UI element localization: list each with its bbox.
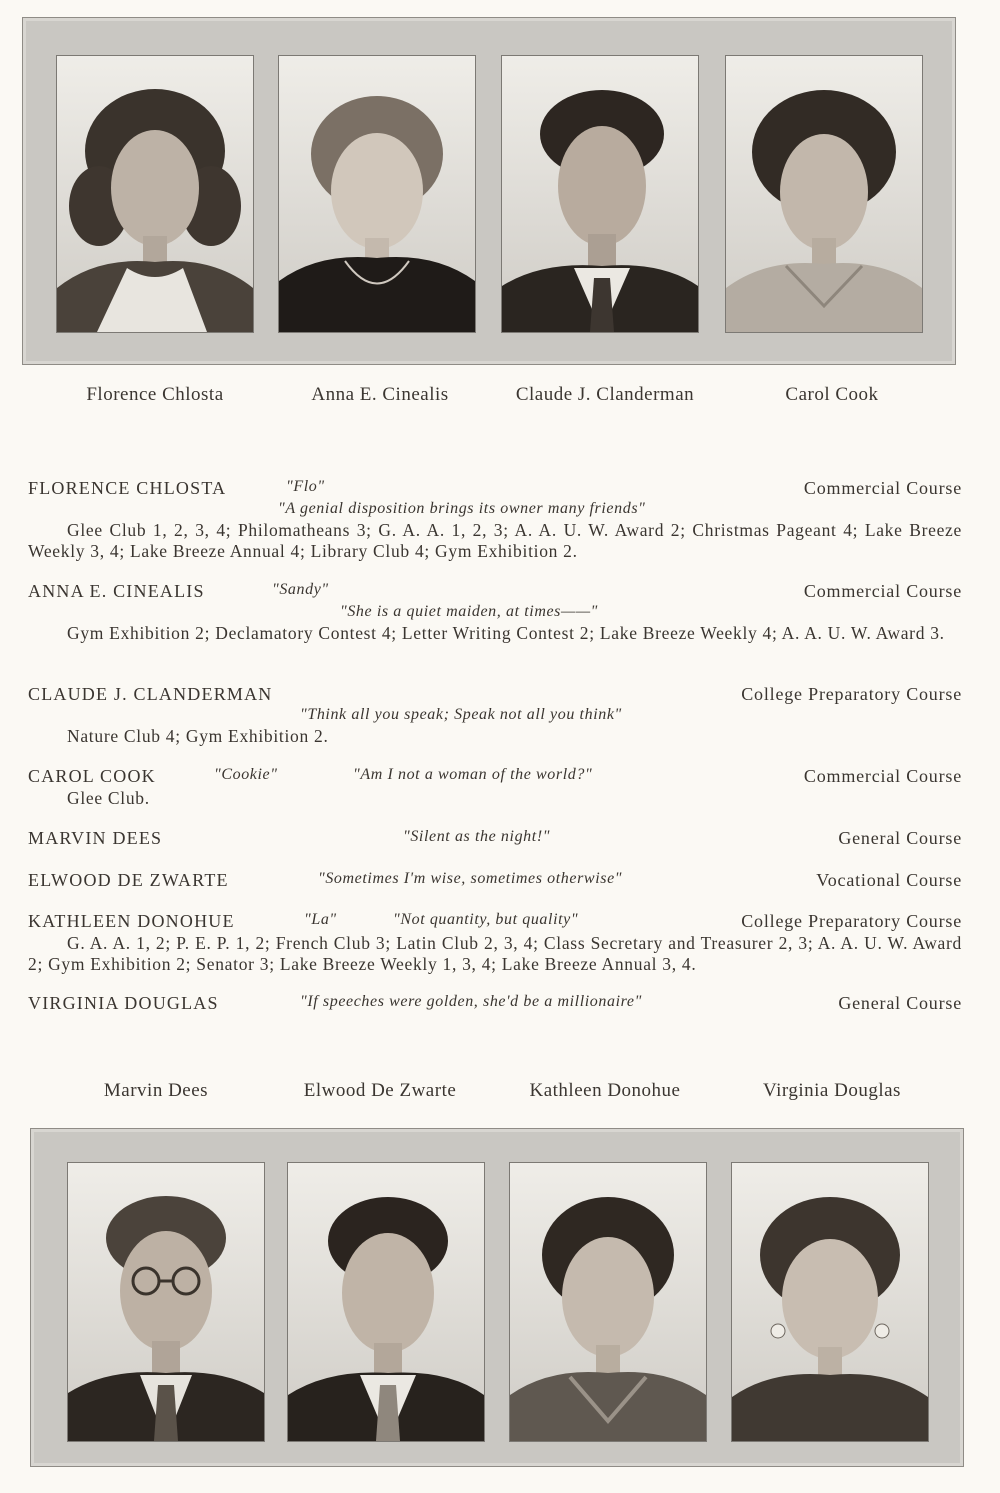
student-quote: "If speeches were golden, she'd be a millionaire" — [300, 993, 642, 1010]
student-course: College Preparatory Course — [741, 911, 962, 931]
entry-florence-chlosta — [28, 478, 962, 562]
entry-virginia-douglas — [28, 993, 962, 1015]
caption-elwood-de-zwarte: Elwood De Zwarte — [303, 1080, 457, 1101]
entry-kathleen-donohue — [28, 911, 962, 975]
student-quote: "Am I not a woman of the world?" — [353, 766, 593, 783]
portrait-carol-cook — [725, 55, 923, 333]
portrait-anna-cinealis — [278, 55, 476, 333]
caption-marvin-dees: Marvin Dees — [103, 1080, 209, 1101]
portrait-elwood-de-zwarte — [287, 1162, 485, 1442]
student-name: KATHLEEN DONOHUE — [28, 911, 235, 931]
caption-carol-cook: Carol Cook — [785, 384, 879, 405]
student-course: Commercial Course — [803, 581, 962, 601]
student-course: Commercial Course — [803, 478, 962, 498]
portrait-virginia-douglas — [731, 1162, 929, 1442]
student-course: Vocational Course — [816, 870, 962, 890]
entry-claude-clanderman — [28, 684, 962, 747]
portrait-marvin-dees — [67, 1162, 265, 1442]
caption-kathleen-donohue: Kathleen Donohue — [529, 1080, 681, 1101]
student-quote: "Think all you speak; Speak not all you think" — [300, 706, 622, 723]
student-name: VIRGINIA DOUGLAS — [28, 993, 219, 1013]
portrait-kathleen-donohue — [509, 1162, 707, 1442]
student-quote: "A genial disposition brings its owner many friends" — [278, 500, 646, 517]
caption-virginia-douglas: Virginia Douglas — [763, 1080, 901, 1101]
entry-anna-cinealis — [28, 581, 962, 644]
entry-marvin-dees — [28, 828, 962, 850]
student-quote: "She is a quiet maiden, at times——" — [340, 603, 598, 620]
caption-florence-chlosta: Florence Chlosta — [86, 384, 224, 405]
student-name: MARVIN DEES — [28, 828, 163, 848]
student-name: CAROL COOK — [28, 766, 156, 786]
entry-carol-cook — [28, 766, 962, 809]
student-name: CLAUDE J. CLANDERMAN — [28, 684, 273, 704]
student-activities: Nature Club 4; Gym Exhibition 2. — [67, 726, 329, 746]
student-quote: "Not quantity, but quality" — [393, 911, 579, 928]
student-name: ANNA E. CINEALIS — [28, 581, 205, 601]
entry-elwood-de-zwarte — [28, 870, 962, 892]
student-activities: G. A. A. 1, 2; P. E. P. 1, 2; French Club 3; Latin Club 2, 3, 4; Class Secretary and Treasurer 2, 3; A. A. U. W. Award 2; Gym Exhibition 2; Senator 3; Lake Breeze Weekly 1, 3, 4; Lake Breeze Annual 3, 4. — [28, 933, 962, 974]
student-name: FLORENCE CHLOSTA — [28, 478, 227, 498]
student-quote: "Silent as the night!" — [403, 828, 551, 845]
top-photo-panel — [22, 17, 956, 365]
student-course: Commercial Course — [803, 766, 962, 786]
bottom-photo-panel — [30, 1128, 964, 1467]
caption-anna-cinealis: Anna E. Cinealis — [311, 384, 449, 405]
student-quote: "Sometimes I'm wise, sometimes otherwise" — [318, 870, 623, 887]
student-name: ELWOOD DE ZWARTE — [28, 870, 229, 890]
student-nickname: "La" — [304, 911, 337, 928]
student-nickname: "Cookie" — [214, 766, 278, 783]
student-course: College Preparatory Course — [741, 684, 962, 704]
student-nickname: "Flo" — [286, 478, 325, 495]
student-course: General Course — [838, 993, 962, 1013]
student-nickname: "Sandy" — [272, 581, 329, 598]
student-activities: Gym Exhibition 2; Declamatory Contest 4; Letter Writing Contest 2; Lake Breeze Weekly 4; A. A. U. W. Award 3. — [67, 623, 945, 643]
portrait-florence-chlosta — [56, 55, 254, 333]
portrait-claude-clanderman — [501, 55, 699, 333]
caption-claude-clanderman: Claude J. Clanderman — [515, 384, 695, 405]
student-course: General Course — [838, 828, 962, 848]
student-activities: Glee Club. — [67, 788, 150, 808]
student-activities: Glee Club 1, 2, 3, 4; Philomatheans 3; G. A. A. 1, 2, 3; A. A. U. W. Award 2; Christmas Pageant 4; Lake Breeze Weekly 3, 4; Lake Breeze Annual 4; Library Club 4; Gym Exhibition 2. — [28, 520, 962, 561]
